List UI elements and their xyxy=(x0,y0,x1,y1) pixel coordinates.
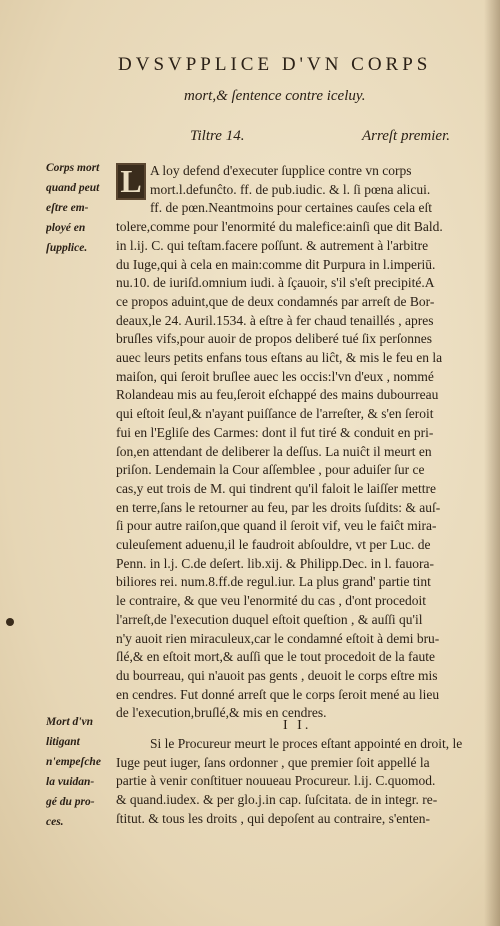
text-line: tolere,comme pour l'enormité du malefice:ainſi que dit Bald. xyxy=(116,219,443,235)
subhead: mort,& ſentence contre iceluy. xyxy=(184,88,366,104)
text-line: de l'execution,bruſlé,& mis en cendres. xyxy=(116,705,327,721)
margin-note-1 xyxy=(46,158,114,258)
text-line: nu.10. de iuriſd.omnium iudi. à ſçauoir, s'il s'eſt precipité.A xyxy=(116,275,435,291)
paragraph-2 xyxy=(116,735,486,829)
section-number: I I. xyxy=(283,718,312,733)
text-line: n'y auoit rien miraculeux,car le condamné eſtoit à demi bru- xyxy=(116,630,440,646)
text-line: ce propos aduint,que de deux condamnés par arreſt de Bor- xyxy=(116,293,435,309)
bleed-through-text xyxy=(348,20,498,34)
text-line: biliores rei. num.8.ff.de regul.iur. La plus grand' partie tint xyxy=(116,574,431,590)
text-line: Si le Procureur meurt le proces eſtant appointé en droit, le xyxy=(150,736,463,751)
ink-blot xyxy=(6,618,14,626)
text-line: priſon. Lendemain la Cour aſſemblee , pour aduiſer ſur ce xyxy=(116,462,425,478)
text-line: du bourreau, qui n'auoit pas gents , deuoit le corps eſtre mis xyxy=(116,667,438,683)
text-line: cas,y eut trois de M. qui tindrent qu'il faloit le laiſſer mettre xyxy=(116,480,436,496)
text-line: partie à venir conſtituer nouueau Procureur. l.ij. C.quomod. xyxy=(116,773,436,789)
text-line: A loy defend d'executer ſupplice contre vn corps xyxy=(150,163,412,178)
text-line: Iuge peut iuger, ſans ordonner , que premier ſoit appellé la xyxy=(116,754,430,770)
text-line: auec leurs petits enfans tous eſtans au liĉt, & mis le feu en la xyxy=(116,350,443,366)
text-line: du Iuge,qui à cela en main:comme dit Purpura in l.imperiū. xyxy=(116,256,436,272)
text-line: maiſon, qui ſeroit bruſlee auec les occis:l'vn d'eux , nommé xyxy=(116,368,434,384)
margin-note-line: n'empeſche xyxy=(46,756,101,768)
text-line: ſtitut. & tous les droits , qui depoſent au contraire, s'enten- xyxy=(116,810,430,826)
margin-note-line: ployé en xyxy=(46,222,86,234)
margin-note-line: gé du pro- xyxy=(46,796,95,808)
text-line: mort.l.defunĉto. ff. de pub.iudic. & l. ſi pœna alicui. xyxy=(150,181,431,197)
margin-note-line: la vuidan- xyxy=(46,776,95,788)
margin-note-2 xyxy=(46,712,114,832)
title-right: Arreſt premier. xyxy=(361,128,450,144)
text-line: l'arreſt,de l'execution duquel eſtoit queſtion , & auſſi qu'il xyxy=(116,611,423,627)
text-line: ſlé,& en eſtoit mort,& auſſi que le tout procedoit de la faute xyxy=(116,649,436,665)
margin-note-line: ces. xyxy=(46,816,64,828)
page-gutter-shadow xyxy=(484,0,500,926)
text-line: & quand.iudex. & per glo.j.in cap. ſuſcitata. de in integr. re- xyxy=(116,792,438,808)
text-line: Rolandeau mis au feu,ſeroit eſchappé des mains dubourreau xyxy=(116,387,439,403)
text-line: deaux,le 24. Auril.1534. à eſtre à fer chaud tenaillés , apres xyxy=(116,312,434,328)
title-left: Tiltre 14. xyxy=(190,128,245,144)
margin-note-line: Mort d'vn xyxy=(46,716,93,728)
title-line xyxy=(190,128,450,148)
running-head: DVSVPPLICE D'VN CORPS xyxy=(118,54,432,75)
text-line: Penn. in l.j. C.de deſert. lib.xij. & Philipp.Dec. in l. fauora- xyxy=(116,555,434,571)
text-line: culeuſement aduenu,il le faudroit abſouldre, vt per Luc. de xyxy=(116,537,431,553)
text-line: fui en l'Egliſe des Carmes: dont il fut tiré & conduit en pri- xyxy=(116,424,434,440)
text-line: in l.ij. C. qui teſtam.facere poſſunt. & autrement à l'arbitre xyxy=(116,237,429,253)
text-line: en terre,ſans le retourner au feu, par les droits ſuſdits: & auſ- xyxy=(116,499,441,515)
text-line: ff. de pœn.Neantmoins pour certaines cauſes cela eſt xyxy=(150,200,433,216)
margin-note-line: litigant xyxy=(46,736,80,748)
text-line: bruſles vifs,pour auoir de propos deliberé tué ſix perſonnes xyxy=(116,331,433,347)
text-line: ſon,en attendant de deliberer la deſſus. La nuiĉt il meurt en xyxy=(116,443,432,459)
text-line: qui eſtoit ſeul,& n'ayant puiſſance de l'arreſter, & s'en ſeroit xyxy=(116,406,434,422)
text-line: le contraire, & que veu l'enormité du cas , d'ont procedoit xyxy=(116,593,427,609)
margin-note-line: eſtre em- xyxy=(46,202,89,214)
paragraph-1 xyxy=(116,162,486,723)
drop-cap-initial: L xyxy=(116,163,146,200)
margin-note-line: quand peut xyxy=(46,182,100,194)
margin-note-line: Corps mort xyxy=(46,162,100,174)
text-line: ſi pour autre raiſon,que quand il ſeroit vif, veu le faiĉt mira- xyxy=(116,518,437,534)
margin-note-line: ſupplice. xyxy=(46,242,88,254)
text-line: en cendres. Fut donné arreſt que le corps ſeroit mené au lieu xyxy=(116,686,440,702)
